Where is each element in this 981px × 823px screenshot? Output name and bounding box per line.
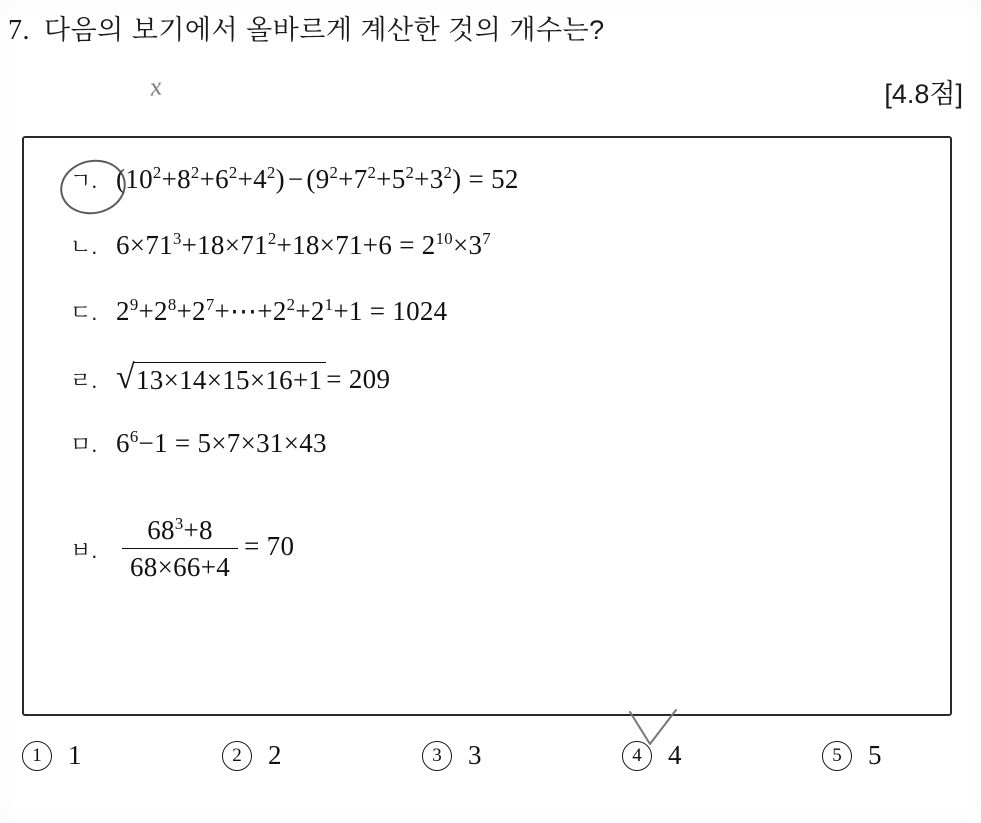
expr-part: ×3 <box>452 230 483 260</box>
option-label-5: 5 <box>868 740 882 770</box>
item-label: ㄱ. <box>70 168 98 193</box>
option-label-4: 4 <box>668 740 682 770</box>
expr-result: = 70 <box>244 531 295 562</box>
expr-exponent: 2 <box>329 163 339 182</box>
expr-exponent: 2 <box>266 163 276 182</box>
fraction-numerator <box>139 515 221 548</box>
list-item <box>24 428 950 494</box>
item-label: ㅁ. <box>70 432 98 457</box>
item-label: ㄹ. <box>70 368 98 393</box>
list-item <box>24 296 950 362</box>
expr-part: ) <box>452 164 462 194</box>
expr-exponent: 2 <box>152 163 162 182</box>
expr-exponent: 2 <box>267 229 277 248</box>
expr-exponent: 10 <box>435 229 453 248</box>
radicand: 13×14×15×16+1 <box>133 362 326 396</box>
fraction <box>122 515 238 583</box>
expr-part: +3 <box>414 164 444 194</box>
expr-operator: − <box>287 164 304 194</box>
choices-box <box>22 136 952 716</box>
expr-part: +7 <box>338 164 368 194</box>
question-header <box>8 8 958 47</box>
expr-part: +2 <box>176 296 206 326</box>
expr-part: +18×71+6 <box>276 230 393 260</box>
expr-exponent: 2 <box>286 295 296 314</box>
expr-exponent: 7 <box>482 229 491 248</box>
expr-exponent: 9 <box>129 295 139 314</box>
answer-option-2[interactable] <box>222 740 282 771</box>
expr-exponent: 3 <box>174 514 184 533</box>
fraction-denominator: 68×66+4 <box>122 548 238 583</box>
square-root-icon <box>116 359 326 396</box>
option-label-1: 1 <box>68 740 82 770</box>
expr-result: = 1024 <box>369 296 448 326</box>
expr-part: +8 <box>183 515 213 545</box>
expr-exponent: 1 <box>324 295 334 314</box>
handwritten-x-mark: x <box>147 71 164 102</box>
question-points: [4.8점] <box>884 79 963 109</box>
expr-part: +5 <box>376 164 406 194</box>
expr-part: 2 <box>116 296 130 326</box>
expr-exponent: 2 <box>405 163 415 182</box>
expr-part: +18×71 <box>181 230 268 260</box>
question-number: 7. <box>8 15 30 46</box>
item-expression <box>116 428 327 459</box>
expr-result: = 209 <box>326 364 391 394</box>
expr-part: +1 <box>333 296 363 326</box>
expr-part: (9 <box>306 164 330 194</box>
expr-part: 6×71 <box>116 230 173 260</box>
answer-option-4[interactable] <box>622 740 682 771</box>
item-expression <box>116 164 519 195</box>
expr-exponent: 2 <box>190 163 200 182</box>
expr-exponent: 6 <box>129 427 139 446</box>
expr-part: ) <box>275 164 285 194</box>
option-marker-1: 1 <box>22 741 52 771</box>
expr-result: = 52 <box>468 164 519 194</box>
list-item <box>24 359 950 428</box>
expr-part: +⋯+2 <box>214 296 287 326</box>
expr-exponent: 8 <box>167 295 177 314</box>
option-marker-5: 5 <box>822 741 852 771</box>
radical-sign: √ <box>116 359 135 396</box>
expr-part: +2 <box>295 296 325 326</box>
expr-exponent: 3 <box>172 229 182 248</box>
expr-part: +8 <box>161 164 191 194</box>
list-item <box>24 164 950 230</box>
answer-option-3[interactable] <box>422 740 482 771</box>
expr-part: (10 <box>116 164 153 194</box>
item-expression <box>116 230 491 261</box>
item-expression <box>116 515 294 583</box>
expr-part: +2 <box>138 296 168 326</box>
answer-option-5[interactable] <box>822 740 882 771</box>
expr-exponent: 2 <box>228 163 238 182</box>
item-label: ㄴ. <box>70 234 98 259</box>
item-expression <box>116 296 447 327</box>
list-item <box>24 230 950 296</box>
item-expression <box>116 359 391 396</box>
expr-result: = 5×7×31×43 <box>174 428 327 458</box>
expr-exponent: 7 <box>205 295 215 314</box>
choices-list <box>24 138 950 714</box>
item-label: ㄷ. <box>70 300 98 325</box>
option-marker-3: 3 <box>422 741 452 771</box>
option-marker-2: 2 <box>222 741 252 771</box>
expr-exponent: 2 <box>443 163 453 182</box>
list-item <box>24 494 950 604</box>
expr-part: 68 <box>147 515 175 545</box>
option-label-2: 2 <box>268 740 282 770</box>
option-marker-4: 4 <box>622 741 652 771</box>
expr-part: +6 <box>199 164 229 194</box>
expr-part: +4 <box>237 164 267 194</box>
expr-result: = 2 <box>399 230 436 260</box>
expr-exponent: 2 <box>367 163 377 182</box>
expr-part: 6 <box>116 428 130 458</box>
question-text: 다음의 보기에서 올바르게 계산한 것의 개수는? <box>44 15 605 45</box>
option-label-3: 3 <box>468 740 482 770</box>
expr-part: −1 <box>138 428 168 458</box>
item-label: ㅂ. <box>70 537 98 563</box>
answer-option-1[interactable] <box>22 740 82 771</box>
